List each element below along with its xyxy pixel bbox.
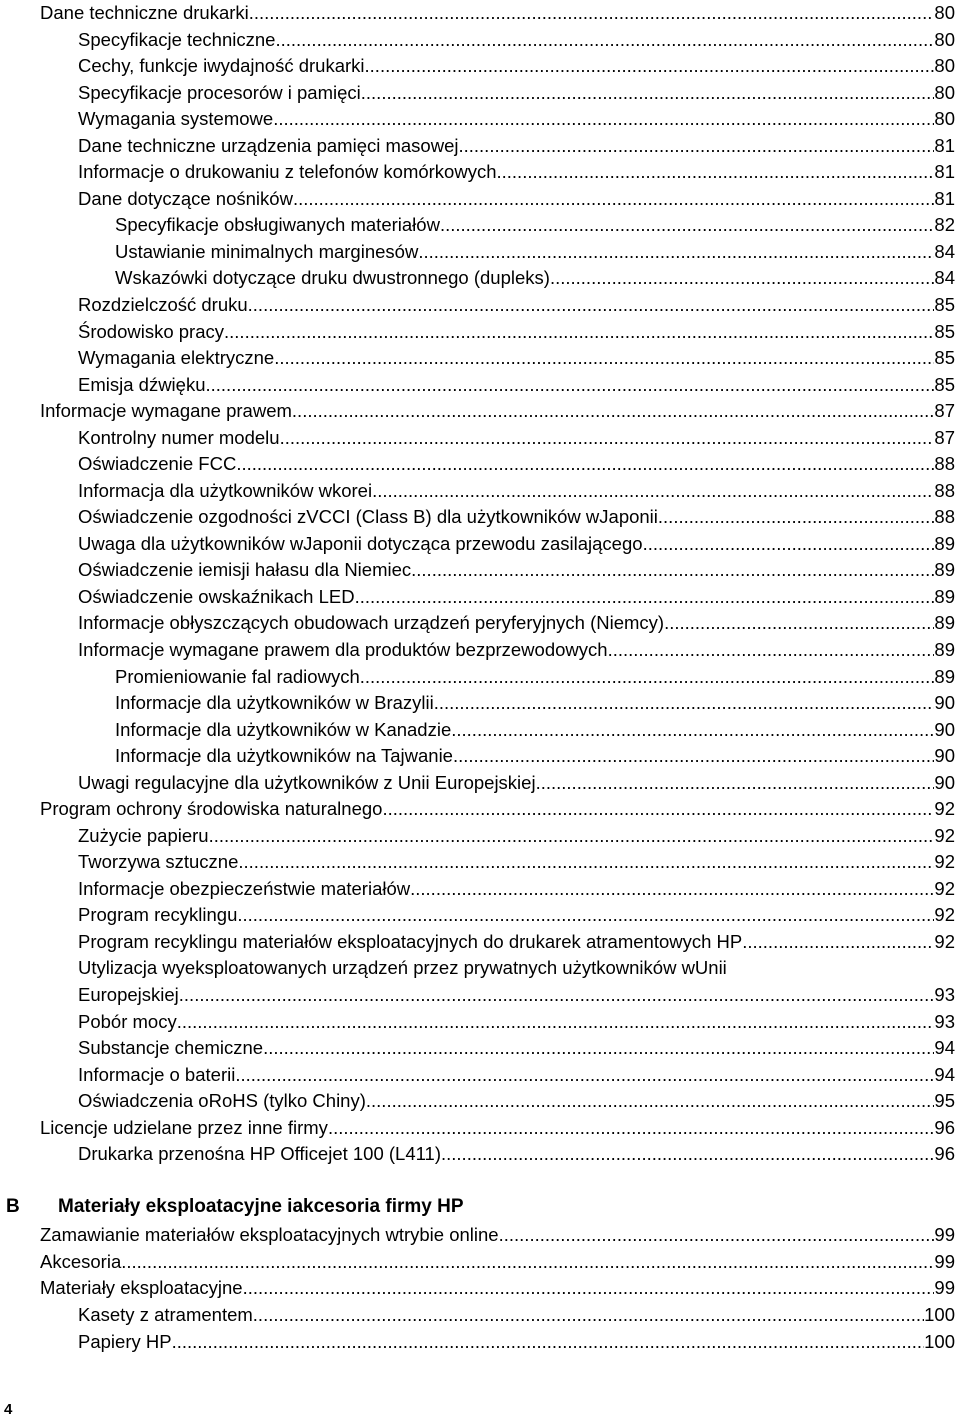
- toc-entry-title: Cechy, funkcje iwydajność drukarki: [78, 55, 365, 76]
- toc-entry[interactable]: [78, 584, 955, 610]
- toc-entry-page: 90: [934, 719, 955, 740]
- toc-dot-leader: [440, 212, 934, 238]
- toc-entry[interactable]: [78, 637, 955, 663]
- toc-dot-leader: [658, 504, 935, 530]
- toc-dot-leader: [236, 451, 934, 477]
- toc-entry-page: 94: [934, 1064, 955, 1085]
- toc-dot-leader: [273, 106, 934, 132]
- toc-entry-title: Promieniowanie fal radiowych: [115, 666, 360, 687]
- toc-entry-title: Dane techniczne drukarki: [40, 2, 249, 23]
- toc-entry-title: Oświadczenie iemisji hałasu dla Niemiec: [78, 559, 412, 580]
- toc-entry-page: 96: [934, 1117, 955, 1138]
- toc-dot-leader: [411, 557, 934, 583]
- toc-entry-page: 84: [934, 241, 955, 262]
- toc-entry-page: 89: [934, 533, 955, 554]
- toc-entry[interactable]: [78, 557, 955, 583]
- toc-entry[interactable]: [115, 664, 955, 690]
- toc-entry-page: 93: [934, 1011, 955, 1032]
- toc-entry-title: Wymagania systemowe: [78, 108, 274, 129]
- toc-entry-page: 100: [924, 1304, 955, 1325]
- toc-entry-title: Kontrolny numer modelu: [78, 427, 280, 448]
- toc-entry-title: Rozdzielczość druku: [78, 294, 248, 315]
- toc-entry-title: Oświadczenia oRoHS (tylko Chiny): [78, 1090, 366, 1111]
- toc-dot-leader: [441, 1141, 934, 1167]
- toc-entry[interactable]: [78, 80, 955, 106]
- toc-dot-leader: [280, 425, 935, 451]
- toc-entry-page: 96: [934, 1143, 955, 1164]
- toc-dot-leader: [365, 53, 935, 79]
- toc-entry-page: 92: [934, 798, 955, 819]
- toc-entry-page: 89: [934, 612, 955, 633]
- toc-entry[interactable]: [78, 1088, 955, 1114]
- toc-entry[interactable]: [78, 1035, 955, 1061]
- toc-entry[interactable]: [78, 27, 955, 53]
- toc-dot-leader: [177, 1009, 935, 1035]
- toc-entry-page: 89: [934, 586, 955, 607]
- toc-dot-leader: [206, 372, 935, 398]
- toc-entry-title: Oświadczenie FCC: [78, 453, 237, 474]
- toc-dot-leader: [355, 584, 935, 610]
- chapter-title[interactable]: Materiały eksploatacyjne iakcesoria firmy HP: [58, 1196, 464, 1217]
- toc-entry[interactable]: [78, 1009, 955, 1035]
- toc-entry-page: 87: [934, 427, 955, 448]
- toc-entry[interactable]: [78, 876, 955, 902]
- toc-entry-title: Zamawianie materiałów eksploatacyjnych wtrybie online: [40, 1224, 499, 1245]
- toc-entry[interactable]: [40, 1275, 955, 1301]
- toc-entry-title: Tworzywa sztuczne: [78, 851, 239, 872]
- toc-dot-leader: [458, 133, 934, 159]
- toc-entry[interactable]: [115, 717, 955, 743]
- toc-dot-leader: [253, 1302, 924, 1328]
- toc-entry[interactable]: [78, 53, 955, 79]
- toc-entry-title: Pobór mocy: [78, 1011, 177, 1032]
- toc-entry-title-line1: Utylizacja wyeksploatowanych urządzeń przez prywatnych użytkowników wUnii: [78, 957, 727, 978]
- toc-entry-page: 93: [934, 984, 955, 1005]
- toc-entry-page: 80: [934, 82, 955, 103]
- toc-entry[interactable]: [78, 186, 955, 212]
- toc-dot-leader: [209, 823, 935, 849]
- toc-dot-leader: [275, 27, 934, 53]
- toc-entry[interactable]: [78, 902, 955, 928]
- toc-entry[interactable]: [78, 531, 955, 557]
- toc-entry-title: Kasety z atramentem: [78, 1304, 253, 1325]
- toc-entry[interactable]: [78, 610, 955, 636]
- toc-entry[interactable]: [40, 0, 955, 26]
- toc-entry-title: Akcesoria: [40, 1251, 122, 1272]
- toc-entry[interactable]: [78, 823, 955, 849]
- toc-entry-page: 88: [934, 506, 955, 527]
- toc-entry-title: Materiały eksploatacyjne: [40, 1277, 243, 1298]
- toc-entry-page: 80: [934, 55, 955, 76]
- toc-entry-title: Europejskiej: [78, 984, 179, 1005]
- toc-entry-page: 99: [934, 1251, 955, 1272]
- toc-entry-page: 81: [934, 161, 955, 182]
- toc-entry-page: 87: [934, 400, 955, 421]
- toc-dot-leader: [536, 770, 935, 796]
- toc-dot-leader: [293, 186, 934, 212]
- toc-entry-title: Emisja dźwięku: [78, 374, 206, 395]
- toc-entry-title: Informacje obezpieczeństwie materiałów: [78, 878, 411, 899]
- toc-entry[interactable]: [78, 478, 955, 504]
- toc-dot-leader: [274, 345, 934, 371]
- toc-entry-page: 94: [934, 1037, 955, 1058]
- toc-entry[interactable]: [115, 743, 955, 769]
- toc-entry[interactable]: [40, 1115, 955, 1141]
- toc-entry-title: Informacje dla użytkowników w Brazylii: [115, 692, 434, 713]
- toc-entry[interactable]: [78, 345, 955, 371]
- toc-dot-leader: [434, 690, 935, 716]
- toc-entry-title: Informacje obłyszczących obudowach urządzeń peryferyjnych (Niemcy): [78, 612, 665, 633]
- toc-entry[interactable]: [78, 770, 955, 796]
- toc-entry-title: Drukarka przenośna HP Officejet 100 (L411): [78, 1143, 441, 1164]
- toc-entry[interactable]: [78, 451, 955, 477]
- toc-entry[interactable]: [78, 849, 955, 875]
- toc-entry-title: Program ochrony środowiska naturalnego: [40, 798, 383, 819]
- toc-entry[interactable]: [78, 982, 955, 1008]
- page-number: 4: [4, 1401, 13, 1418]
- toc-entry-title: Informacje wymagane prawem: [40, 400, 292, 421]
- toc-entry[interactable]: [115, 212, 955, 238]
- toc-entry-title: Informacje o baterii: [78, 1064, 236, 1085]
- toc-entry-page: 81: [934, 135, 955, 156]
- toc-entry-page: 99: [934, 1277, 955, 1298]
- toc-dot-leader: [238, 849, 934, 875]
- toc-entry-title: Zużycie papieru: [78, 825, 209, 846]
- toc-entry-title: Specyfikacje obsługiwanych materiałów: [115, 214, 440, 235]
- toc-entry[interactable]: [78, 504, 955, 530]
- toc-entry-title: Wymagania elektryczne: [78, 347, 275, 368]
- toc-dot-leader: [263, 1035, 934, 1061]
- toc-entry-title: Informacja dla użytkowników wkorei: [78, 480, 373, 501]
- toc-entry-page: 85: [934, 347, 955, 368]
- toc-dot-leader: [418, 239, 934, 265]
- toc-entry[interactable]: [78, 319, 955, 345]
- toc-entry-title: Specyfikacje procesorów i pamięci: [78, 82, 361, 103]
- toc-entry-title: Oświadczenie owskaźnikach LED: [78, 586, 355, 607]
- toc-entry[interactable]: [78, 372, 955, 398]
- toc-entry-page: 88: [934, 480, 955, 501]
- toc-entry-page: 80: [934, 29, 955, 50]
- toc-entry-page: 90: [934, 772, 955, 793]
- toc-dot-leader: [410, 876, 934, 902]
- toc-entry[interactable]: [40, 1222, 955, 1248]
- toc-entry[interactable]: [40, 1249, 955, 1275]
- toc-entry[interactable]: [115, 265, 955, 291]
- toc-entry-title: Wskazówki dotyczące druku dwustronnego (dupleks): [115, 267, 550, 288]
- toc-entry[interactable]: [78, 292, 955, 318]
- toc-entry-title: Środowisko pracy: [78, 321, 225, 342]
- toc-entry-page: 80: [934, 2, 955, 23]
- toc-entry[interactable]: [115, 239, 955, 265]
- toc-dot-leader: [248, 292, 935, 318]
- toc-dot-leader: [382, 796, 934, 822]
- toc-entry-page: 88: [934, 453, 955, 474]
- toc-dot-leader: [608, 637, 935, 663]
- toc-entry[interactable]: [78, 929, 955, 955]
- toc-entry[interactable]: [40, 398, 955, 424]
- toc-dot-leader: [497, 159, 935, 185]
- toc-entry-page: 80: [934, 108, 955, 129]
- toc-entry-page: 82: [934, 214, 955, 235]
- toc-dot-leader: [372, 478, 934, 504]
- toc-dot-leader: [224, 319, 934, 345]
- toc-entry-title: Informacje o drukowaniu z telefonów komórkowych: [78, 161, 497, 182]
- toc-entry-page: 92: [934, 931, 955, 952]
- toc-entry-page: 85: [934, 321, 955, 342]
- toc-entry[interactable]: [78, 1141, 955, 1167]
- toc-entry-page: 85: [934, 294, 955, 315]
- toc-entry[interactable]: [78, 1062, 955, 1088]
- toc-dot-leader: [292, 398, 935, 424]
- toc-dot-leader: [453, 743, 934, 769]
- toc-entry-page: 81: [934, 188, 955, 209]
- toc-entry[interactable]: [78, 133, 955, 159]
- toc-entry-title: Oświadczenie ozgodności zVCCI (Class B) dla użytkowników wJaponii: [78, 506, 658, 527]
- toc-entry-title: Uwaga dla użytkowników wJaponii dotycząca przewodu zasilającego: [78, 533, 643, 554]
- toc-entry-page: 89: [934, 639, 955, 660]
- toc-entry[interactable]: [115, 690, 955, 716]
- toc-entry[interactable]: [78, 1329, 955, 1355]
- toc-entry-page: 92: [934, 878, 955, 899]
- toc-entry-title: Licencje udzielane przez inne firmy: [40, 1117, 328, 1138]
- toc-entry-page: 85: [934, 374, 955, 395]
- chapter-letter: B: [6, 1196, 20, 1217]
- toc-entry-title: Uwagi regulacyjne dla użytkowników z Unii Europejskiej: [78, 772, 536, 793]
- toc-dot-leader: [243, 1275, 935, 1301]
- toc-dot-leader: [664, 610, 934, 636]
- toc-entry-page: 92: [934, 851, 955, 872]
- toc-entry-page: 84: [934, 267, 955, 288]
- toc-entry[interactable]: [78, 425, 955, 451]
- toc-dot-leader: [172, 1329, 925, 1355]
- toc-entry-title: Informacje wymagane prawem dla produktów bezprzewodowych: [78, 639, 608, 660]
- toc-entry-title: Ustawianie minimalnych marginesów: [115, 241, 419, 262]
- toc-dot-leader: [235, 1062, 934, 1088]
- toc-entry-page: 100: [924, 1331, 955, 1352]
- toc-dot-leader: [361, 80, 935, 106]
- toc-entry-title: Dane techniczne urządzenia pamięci masowej: [78, 135, 459, 156]
- toc-entry-title: Informacje dla użytkowników w Kanadzie: [115, 719, 452, 740]
- toc-dot-leader: [643, 531, 935, 557]
- toc-entry-page: 89: [934, 559, 955, 580]
- toc-entry-title: Dane dotyczące nośników: [78, 188, 293, 209]
- toc-dot-leader: [237, 902, 934, 928]
- toc-entry-page: 92: [934, 904, 955, 925]
- toc-dot-leader: [121, 1249, 934, 1275]
- toc-entry-title: Papiery HP: [78, 1331, 172, 1352]
- toc-dot-leader: [249, 0, 935, 26]
- toc-entry-title: Program recyklingu: [78, 904, 238, 925]
- toc-dot-leader: [499, 1222, 935, 1248]
- toc-entry-title: Substancje chemiczne: [78, 1037, 264, 1058]
- toc-dot-leader: [328, 1115, 934, 1141]
- toc-entry-page: 90: [934, 692, 955, 713]
- toc-entry-page: 90: [934, 745, 955, 766]
- toc-dot-leader: [179, 982, 935, 1008]
- toc-entry-page: 95: [934, 1090, 955, 1111]
- toc-entry[interactable]: [78, 159, 955, 185]
- toc-dot-leader: [742, 929, 934, 955]
- toc-entry[interactable]: [78, 1302, 955, 1328]
- toc-dot-leader: [366, 1088, 935, 1114]
- toc-entry-title: Program recyklingu materiałów eksploatacyjnych do drukarek atramentowych HP: [78, 931, 743, 952]
- toc-dot-leader: [451, 717, 934, 743]
- toc-entry-page: 92: [934, 825, 955, 846]
- toc-dot-leader: [360, 664, 935, 690]
- toc-entry-title: Informacje dla użytkowników na Tajwanie: [115, 745, 453, 766]
- toc-dot-leader: [550, 265, 934, 291]
- toc-entry[interactable]: [78, 106, 955, 132]
- toc-entry[interactable]: [40, 796, 955, 822]
- toc-entry-title: Specyfikacje techniczne: [78, 29, 276, 50]
- toc-entry-page: 89: [934, 666, 955, 687]
- toc-entry-page: 99: [934, 1224, 955, 1245]
